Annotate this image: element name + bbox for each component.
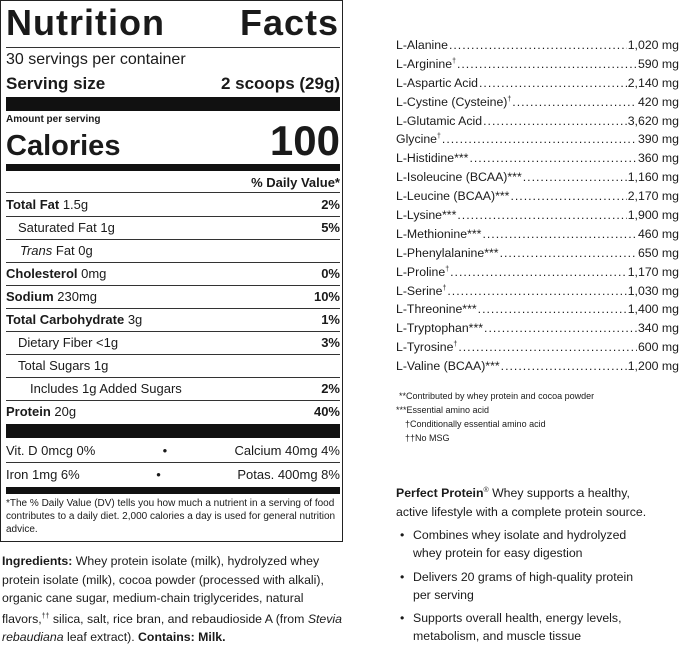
amino-acid-list — [396, 38, 679, 378]
amino-acid-amount: 360 mg — [637, 151, 679, 166]
ingredients-text: Whey protein isolate (milk), hydrolyzed whey protein isolate (milk), cocoa powder (processed with alkali), organic cane sugar, medium-chain triglycerides, natural flavors, — [2, 554, 324, 626]
servings-row — [6, 51, 340, 69]
daily-value: 0% — [321, 266, 340, 281]
ingredients-text: silica, salt, rice bran, and rebaudioside A (from — [49, 611, 308, 626]
nutrient-row — [6, 243, 340, 258]
amino-acid-amount: 1,020 mg — [627, 38, 679, 52]
bullet: • — [400, 570, 405, 584]
amino-acid-row — [396, 284, 679, 303]
bullet: • — [400, 611, 405, 625]
nutrient-name: Dietary Fiber <1g — [18, 335, 119, 350]
potassium: Potas. 400mg 8% — [237, 467, 340, 482]
leader-dots — [458, 340, 637, 354]
amino-acid-row — [396, 227, 679, 246]
amino-acid-amount: 650 mg — [637, 245, 679, 260]
bullet: • — [156, 467, 161, 482]
daily-value: 5% — [321, 220, 340, 235]
vitamin-row — [6, 443, 340, 458]
amino-acid-name: L-Proline† — [396, 264, 450, 279]
nutrient-name: Cholesterol 0mg — [6, 266, 107, 281]
amino-acid-name: L-Serine† — [396, 283, 447, 298]
divider — [6, 285, 340, 286]
leader-dots — [447, 284, 626, 298]
title-right: Facts — [239, 2, 339, 43]
leader-dots — [484, 321, 637, 335]
nutrient-row — [6, 404, 340, 419]
leader-dots — [449, 38, 627, 52]
amino-acid-row — [396, 76, 679, 95]
nutrient-name: Total Carbohydrate 3g — [6, 312, 143, 327]
amino-acid-row — [396, 95, 679, 114]
mineral-row — [6, 467, 340, 482]
nutrient-row — [6, 358, 340, 373]
amino-acid-amount: 340 mg — [637, 321, 679, 336]
ingredients-label: Ingredients: — [2, 554, 73, 568]
daily-value-header — [6, 175, 340, 190]
nutrient-name: Trans Fat 0g — [20, 243, 93, 258]
nutrient-row — [6, 266, 340, 281]
amino-acid-amount: 1,200 mg — [627, 359, 679, 374]
amino-acid-name: L-Threonine*** — [396, 302, 477, 317]
nutrition-facts-label — [0, 0, 343, 542]
amino-acid-row — [396, 189, 679, 208]
leader-dots — [479, 76, 627, 90]
amino-acid-amount: 1,030 mg — [627, 283, 679, 298]
amino-acid-row — [396, 359, 679, 378]
footnote: ††No MSG — [405, 433, 450, 443]
amino-acid-row — [396, 340, 679, 359]
footnote: ***Essential amino acid — [396, 405, 490, 415]
amino-acid-name: L-Phenylalanine*** — [396, 245, 499, 260]
calcium: Calcium 40mg 4% — [234, 443, 340, 458]
nutrient-name: Total Fat 1.5g — [6, 197, 89, 212]
daily-value-footnote: *The % Daily Value (DV) tells you how much a nutrient in a serving of food contributes to a daily diet. 2,000 calories a day is used for general nutrition advice. — [6, 498, 336, 535]
leader-dots — [457, 57, 637, 71]
divider — [6, 47, 340, 48]
daily-value: 40% — [313, 404, 340, 419]
calories-value: 100 — [269, 117, 340, 164]
amino-acid-row — [396, 132, 679, 151]
leader-dots — [501, 359, 627, 373]
nutrient-row — [6, 381, 340, 396]
benefit-text: Delivers 20 grams of high-quality protein per serving — [413, 570, 634, 603]
footnote-mark: †† — [41, 612, 50, 620]
ingredients-text: leaf extract). — [63, 630, 139, 645]
amino-acid-row — [396, 208, 679, 227]
serving-size-value: 2 scoops (29g) — [220, 74, 340, 93]
divider — [6, 262, 340, 263]
divider — [6, 216, 340, 217]
daily-value: 3% — [321, 335, 340, 350]
leader-dots — [483, 114, 627, 128]
amino-acid-amount: 390 mg — [637, 132, 679, 147]
perfect-protein-blurb — [396, 482, 656, 521]
iron: Iron 1mg 6% — [6, 467, 80, 482]
bullet: • — [400, 528, 405, 542]
daily-value: 10% — [313, 289, 340, 304]
amino-acid-row — [396, 246, 679, 265]
registered-mark: ® — [483, 487, 489, 494]
amino-acid-name: L-Histidine*** — [396, 151, 469, 166]
divider — [6, 462, 340, 463]
amino-acid-amount: 1,170 mg — [627, 264, 679, 279]
amino-acid-row — [396, 302, 679, 321]
amino-acid-amount: 1,400 mg — [627, 302, 679, 317]
amino-acid-row — [396, 38, 679, 57]
amino-acid-name: L-Valine (BCAA)*** — [396, 359, 500, 374]
divider — [6, 354, 340, 355]
daily-value: 2% — [321, 381, 340, 396]
amino-acid-name: L-Methionine*** — [396, 226, 482, 241]
thick-divider — [6, 97, 340, 111]
ingredients-italic: Stevia rebaudiana — [2, 611, 342, 645]
leader-dots — [482, 227, 637, 241]
amino-acid-amount: 420 mg — [637, 94, 679, 109]
leader-dots — [512, 95, 637, 109]
footnote: **Contributed by whey protein and cocoa powder — [399, 391, 595, 401]
nutrient-name: Includes 1g Added Sugars — [30, 381, 182, 396]
medium-divider — [6, 487, 340, 494]
calories-label: Calories — [6, 130, 121, 162]
nutrient-row — [6, 220, 340, 235]
benefit-text: Combines whey isolate and hydrolyzed whey protein for easy digestion — [413, 528, 627, 561]
daily-value-heading: % Daily Value* — [251, 175, 340, 190]
amino-acid-row — [396, 114, 679, 133]
calories-row — [6, 117, 340, 163]
brand-name: Perfect Protein — [396, 486, 484, 501]
servings-per-container: 30 servings per container — [6, 51, 186, 68]
amino-acid-amount: 1,160 mg — [627, 170, 679, 185]
blurb-text: Whey supports a healthy, active lifestyle with a complete protein source. — [396, 486, 647, 519]
leader-dots — [469, 151, 637, 165]
amino-acid-amount: 3,620 mg — [627, 113, 679, 128]
benefit-text: Supports overall health, energy levels, metabolism, and muscle tissue — [413, 611, 622, 644]
amino-acid-name: L-Alanine — [396, 38, 448, 52]
leader-dots — [442, 132, 637, 146]
amino-acid-row — [396, 321, 679, 340]
amount-per-serving: Amount per serving — [6, 114, 101, 125]
thick-divider — [6, 424, 340, 438]
amino-acid-row — [396, 151, 679, 170]
divider — [6, 331, 340, 332]
divider — [6, 239, 340, 240]
amino-acid-row — [396, 170, 679, 189]
footnote: †Conditionally essential amino acid — [405, 419, 546, 429]
daily-value: 1% — [321, 312, 340, 327]
amino-acid-amount: 2,140 mg — [627, 75, 679, 90]
amino-acid-name: L-Isoleucine (BCAA)*** — [396, 170, 522, 185]
amino-acid-amount: 460 mg — [637, 226, 679, 241]
amino-acid-amount: 1,900 mg — [627, 208, 679, 223]
nutrient-name: Saturated Fat 1g — [18, 220, 115, 235]
bullet: • — [162, 443, 168, 458]
daily-value: 2% — [321, 197, 340, 212]
amino-acid-name: L-Lysine*** — [396, 208, 457, 223]
amino-acid-name: L-Leucine (BCAA)*** — [396, 189, 510, 204]
amino-acid-amount: 600 mg — [637, 340, 679, 355]
leader-dots — [457, 208, 626, 222]
nutrient-row — [6, 289, 340, 304]
nutrient-name: Sodium 230mg — [6, 289, 98, 304]
leader-dots — [450, 265, 627, 279]
title-left: Nutrition — [6, 2, 165, 43]
nutrition-facts-title — [6, 2, 339, 44]
divider — [6, 377, 340, 378]
nutrient-row — [6, 197, 340, 212]
amino-acid-row — [396, 57, 679, 76]
nutrient-row — [6, 335, 340, 350]
amino-acid-name: L-Tryptophan*** — [396, 321, 484, 336]
amino-acid-name: Glycine† — [396, 132, 441, 147]
amino-acid-name: L-Glutamic Acid — [396, 113, 483, 128]
amino-acid-row — [396, 265, 679, 284]
nutrient-name: Protein 20g — [6, 404, 77, 419]
leader-dots — [523, 170, 627, 184]
divider — [6, 308, 340, 309]
leader-dots — [478, 302, 627, 316]
serving-size-row — [6, 74, 340, 94]
amino-acid-name: L-Arginine† — [396, 56, 456, 71]
serving-size-label: Serving size — [6, 74, 106, 93]
divider — [6, 400, 340, 401]
medium-divider — [6, 164, 340, 171]
amino-acid-name: L-Tyrosine† — [396, 340, 458, 355]
divider — [6, 192, 340, 193]
nutrient-row — [6, 312, 340, 327]
leader-dots — [500, 246, 637, 260]
allergen-statement: Contains: Milk. — [138, 630, 226, 645]
amino-acid-amount: 2,170 mg — [627, 189, 679, 204]
ingredients — [2, 552, 344, 647]
amino-acid-amount: 590 mg — [637, 56, 679, 71]
vitamin-d: Vit. D 0mcg 0% — [6, 443, 96, 458]
amino-acid-name: L-Cystine (Cysteine)† — [396, 94, 512, 109]
amino-acid-name: L-Aspartic Acid — [396, 75, 479, 90]
leader-dots — [510, 189, 626, 203]
nutrient-name: Total Sugars 1g — [18, 358, 109, 373]
